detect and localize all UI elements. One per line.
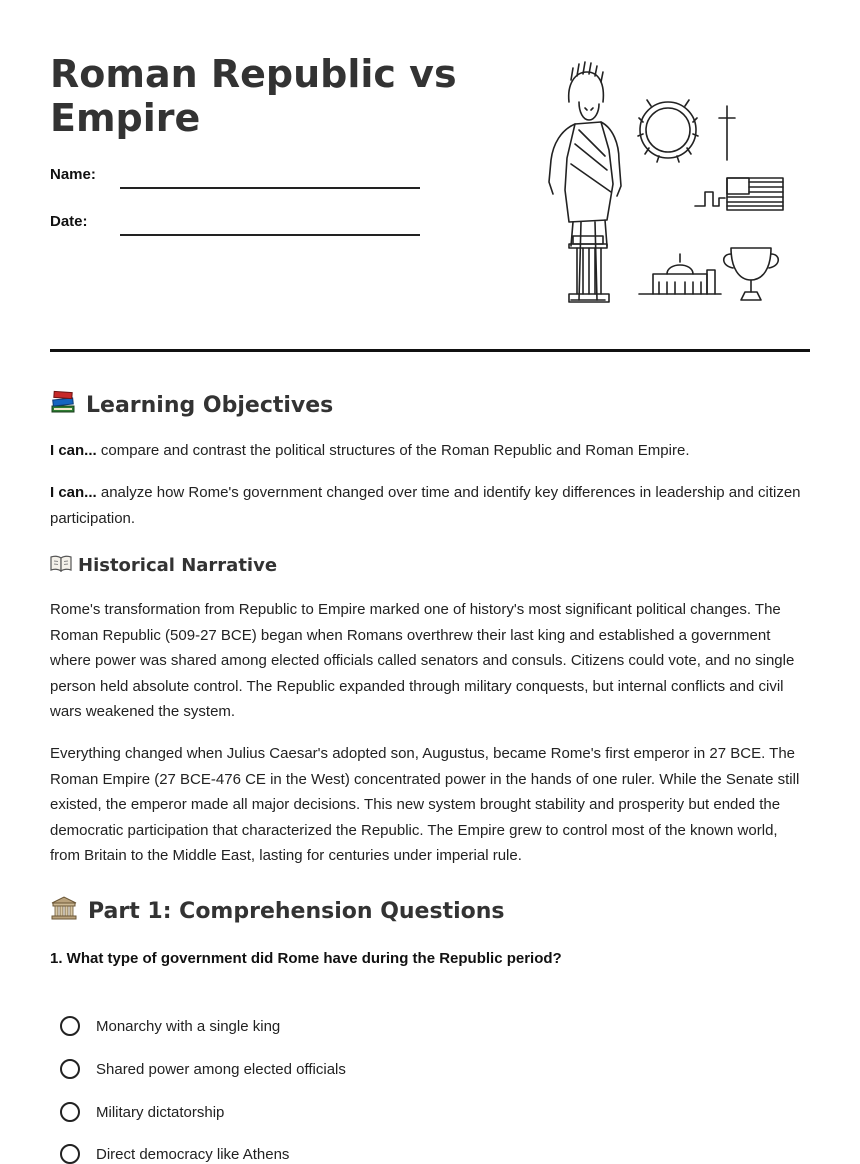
question-1-option-c[interactable] (60, 1102, 224, 1122)
date-label: Date: (50, 213, 88, 230)
objective-1-text: compare and contrast the political structures of the Roman Republic and Roman Empire. (96, 442, 690, 459)
objective-1-lead: I can... (50, 442, 97, 459)
historical-narrative-title: Historical Narrative (78, 555, 278, 576)
page-title: Roman Republic vs Empire (50, 52, 457, 140)
option-label: Shared power among elected officials (96, 1060, 346, 1078)
question-1: 1. What type of government did Rome have during the Republic period? (50, 950, 562, 967)
historical-narrative-heading (50, 554, 277, 577)
option-label: Monarchy with a single king (96, 1017, 281, 1035)
narrative-paragraph-2: Everything changed when Julius Caesar's adopted son, Augustus, became Rome's first emperor in 27 BCE. The Roman Empire (27 BCE-476 CE in the West) concentrated power in the hands of one ruler. While the Senate still existed, the emperor made all major decisions. This new system brought stability and prosperity but ended the democratic participation that characterized the Republic. The Empire grew to control most of the known world, from Britain to the Middle East, lasting for centuries under imperial rule. (50, 745, 800, 864)
radio-button[interactable] (60, 1016, 80, 1036)
header-divider (50, 349, 810, 352)
radio-button[interactable] (60, 1059, 80, 1079)
laurel-wreath-icon (638, 100, 698, 162)
name-field[interactable] (120, 187, 420, 189)
flag-icon (695, 178, 783, 210)
question-1-option-d[interactable] (60, 1144, 289, 1164)
column-icon (569, 236, 609, 302)
option-label: Direct democracy like Athens (96, 1145, 290, 1163)
roman-soldier-icon (549, 62, 621, 300)
question-1-option-a[interactable] (60, 1016, 280, 1036)
objective-1 (50, 438, 810, 464)
learning-objectives-heading (50, 390, 333, 420)
learning-objectives-title: Learning Objectives (86, 392, 334, 418)
objective-2-lead: I can... (50, 484, 97, 501)
books-icon (50, 390, 76, 420)
open-book-icon (50, 554, 72, 577)
classical-building-icon (50, 895, 78, 927)
narrative-paragraph-1: Rome's transformation from Republic to Empire marked one of history's most significant political changes. The Roman Republic (509-27 BCE) began when Romans overthrew their last king and established a government where power was shared among elected officials called senators and consuls. Citizens could vote, and no single person held absolute control. The Republic expanded through military conquests, but internal conflicts and civil wars weakened the system. (50, 601, 795, 720)
option-label: Military dictatorship (96, 1103, 225, 1121)
sword-icon (719, 106, 735, 160)
radio-button[interactable] (60, 1144, 80, 1164)
trophy-icon (724, 248, 779, 300)
question-1-option-b[interactable] (60, 1059, 346, 1079)
objective-2-text: analyze how Rome's government changed over time and identify key differences in leadership and citizen participation. (50, 484, 801, 527)
name-label: Name: (50, 166, 96, 183)
objective-2 (50, 480, 810, 531)
capitol-building-icon (639, 254, 721, 294)
radio-button[interactable] (60, 1102, 80, 1122)
part1-title: Part 1: Comprehension Questions (88, 898, 505, 924)
date-field[interactable] (120, 234, 420, 236)
part1-heading (50, 895, 505, 927)
roman-history-illustration (535, 60, 795, 310)
